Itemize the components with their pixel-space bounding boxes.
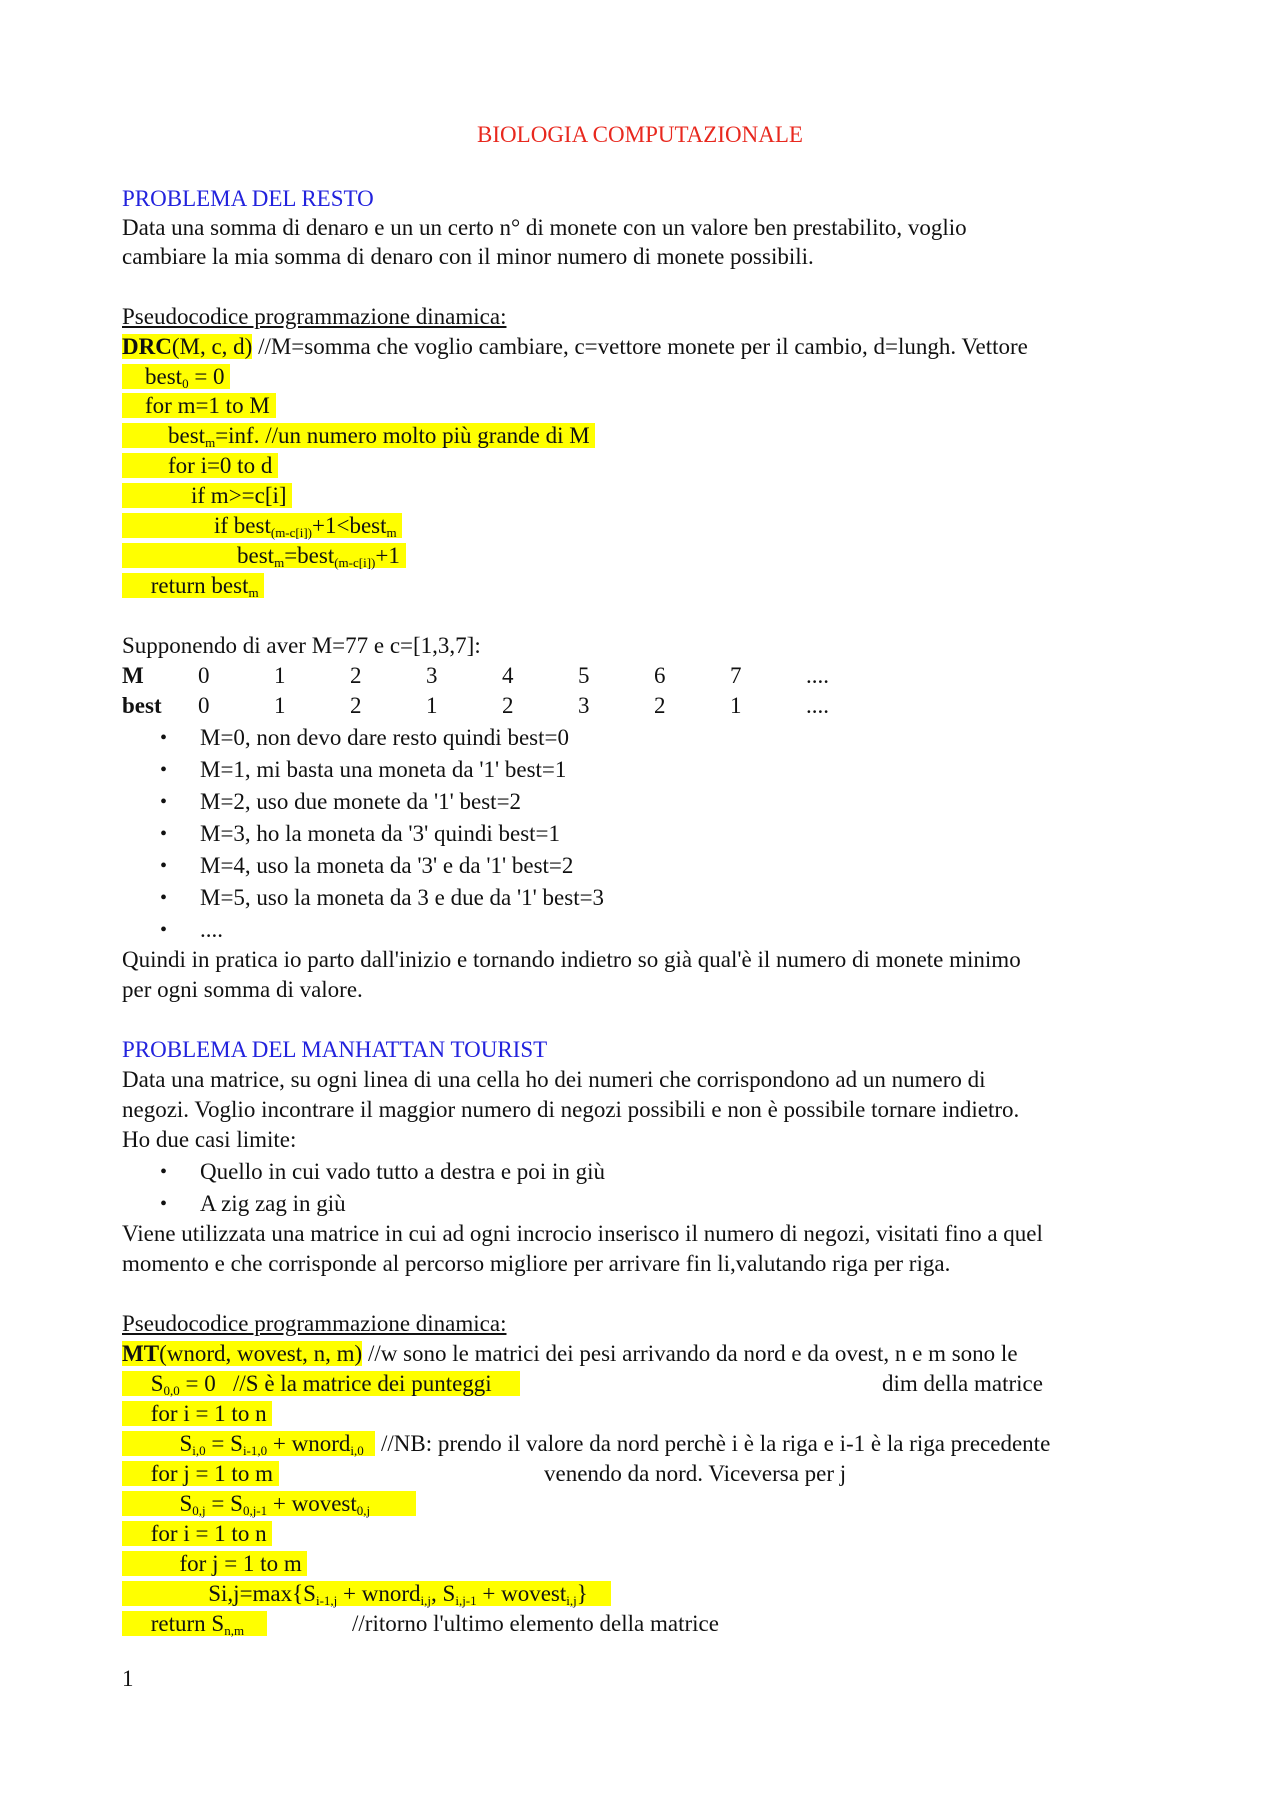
list-item: M=0, non devo dare resto quindi best=0 [200,725,569,750]
bullet-dot: • [160,1161,168,1183]
table-cell: .... [806,693,829,718]
drc-args: (M, c, d) [171,334,253,359]
resto-conclusion-line-2: per ogni somma di valore. [122,977,363,1002]
table-cell: 0 [198,663,210,688]
bullet-dot: • [160,727,168,749]
mt-code-line-2: for i = 1 to n [122,1400,272,1428]
drc-code-line-8: return best$_m$ [122,572,264,600]
table-cell: 1 [426,693,438,718]
mt-code-line-5: $S_{0,j} = S_{0,j-1}$ + wovest$_{0,j}$ [122,1490,416,1518]
table-cell: 2 [654,693,666,718]
mt-code-line-6: for i = 1 to n [122,1520,272,1548]
list-item: A zig zag in giù [200,1191,346,1216]
drc-code-line-7: best$_m$=best$_{(m-c[i])}$+1 [122,542,406,570]
table-cell: 0 [198,693,210,718]
resto-conclusion-line-1: Quindi in pratica io parto dall'inizio e tornando indietro so già qual'è il numero di monete minimo [122,947,1021,972]
list-item: M=3, ho la moneta da '3' quindi best=1 [200,821,561,846]
section-heading-manhattan: PROBLEMA DEL MANHATTAN TOURIST [122,1037,548,1062]
mt-args: (wnord, wovest, n, m) [159,1341,363,1366]
resto-example-intro: Supponendo di aver M=77 e c=[1,3,7]: [122,633,481,658]
drc-name: DRC [122,334,172,359]
mt-code-line-9: return $S_{n,m}$ [122,1610,267,1638]
bullet-dot: • [160,1193,168,1215]
mt-signature [122,1340,1018,1368]
table-cell: 6 [654,663,666,688]
resto-intro-line-1: Data una somma di denaro e un un certo n° di monete con un valore ben prestabilito, voglio [122,215,967,240]
section-heading-resto: PROBLEMA DEL RESTO [122,186,374,211]
mt-line-9-comment: //ritorno l'ultimo elemento della matrice [352,1611,719,1636]
resto-intro-line-2: cambiare la mia somma di denaro con il minor numero di monete possibili. [122,244,814,269]
drc-signature [122,333,1028,361]
mt-comment: //w sono le matrici dei pesi arrivando da nord e da ovest, n e m sono le [362,1341,1018,1366]
mt-code-line-8: $Si,j=\max\{S_{i-1,j}$ + wnord$_{i,j}$, $S_{i,j-1}$ + wovest$_{i,j}$} [122,1580,611,1608]
list-item: Quello in cui vado tutto a destra e poi in giù [200,1159,605,1184]
mt-line-4-comment: venendo da nord. Viceversa per j [544,1461,847,1486]
table-cell: 1 [274,693,286,718]
bullet-dot: • [160,855,168,877]
mt-line-3-comment: //NB: prendo il valore da nord perchè i è la riga e i-1 è la riga precedente [375,1431,1051,1456]
document-title: BIOLOGIA COMPUTAZIONALE [477,122,803,147]
mt-code-line-7: for j = 1 to m [122,1550,307,1578]
table-cell: 3 [426,663,438,688]
manhattan-desc-line-2: momento e che corrisponde al percorso migliore per arrivare fin li,valutando riga per riga. [122,1251,951,1276]
table-cell: 4 [502,663,514,688]
drc-comment: //M=somma che voglio cambiare, c=vettore monete per il cambio, d=lungh. Vettore [252,334,1028,359]
drc-code-line-5: if m>=c[i] [122,482,292,510]
bullet-dot: • [160,823,168,845]
drc-code-line-2: for m=1 to M [122,392,276,420]
list-item: .... [200,917,223,942]
resto-pseudo-label: Pseudocodice programmazione dinamica: [122,304,507,329]
table-row-label-best: best [122,693,162,718]
list-item: M=5, uso la moneta da 3 e due da '1' best=3 [200,885,605,910]
table-cell: 2 [350,663,362,688]
table-cell: 2 [350,693,362,718]
table-cell: 1 [274,663,286,688]
mt-name: MT [122,1341,160,1366]
page-number: 1 [122,1666,134,1691]
mt-code-line-1: $S_{0,0} = 0$ //S è la matrice dei punteggi [122,1370,520,1398]
table-cell: 2 [502,693,514,718]
bullet-dot: • [160,887,168,909]
table-cell: 7 [730,663,742,688]
manhattan-intro-line-1: Data una matrice, su ogni linea di una cella ho dei numeri che corrispondono ad un numero di [122,1067,986,1092]
drc-code-line-1: best$_0$ = 0 [122,363,230,391]
manhattan-intro-line-3: Ho due casi limite: [122,1127,297,1152]
list-item: M=1, mi basta una moneta da '1' best=1 [200,757,567,782]
mt-comment-continued: dim della matrice [882,1371,1043,1396]
table-cell: 3 [578,693,590,718]
bullet-dot: • [160,919,168,941]
table-row-label-m: M [122,663,144,688]
mt-code-line-4: for j = 1 to m [122,1460,279,1488]
list-item: M=2, uso due monete da '1' best=2 [200,789,522,814]
table-cell: .... [806,663,829,688]
bullet-dot: • [160,759,168,781]
drc-code-line-3: best$_m$=inf. //un numero molto più grande di M [122,422,595,450]
drc-code-line-6: if best$_{(m-c[i])}$+1<best$_m$ [122,512,402,540]
mt-code-line-3: $S_{i,0} = S_{i-1,0}$ + wnord$_{i,0}$ //NB: prendo il valore da nord perchè i è la riga e i-1 è la riga precedente [122,1430,1050,1458]
manhattan-intro-line-2: negozi. Voglio incontrare il maggior numero di negozi possibili e non è possibile tornare indietro. [122,1097,1020,1122]
table-cell: 5 [578,663,590,688]
table-cell: 1 [730,693,742,718]
list-item: M=4, uso la moneta da '3' e da '1' best=2 [200,853,574,878]
manhattan-pseudo-label: Pseudocodice programmazione dinamica: [122,1311,507,1336]
manhattan-desc-line-1: Viene utilizzata una matrice in cui ad ogni incrocio inserisco il numero di negozi, visitati fino a quel [122,1221,1043,1246]
bullet-dot: • [160,791,168,813]
drc-code-line-4: for i=0 to d [122,452,278,480]
